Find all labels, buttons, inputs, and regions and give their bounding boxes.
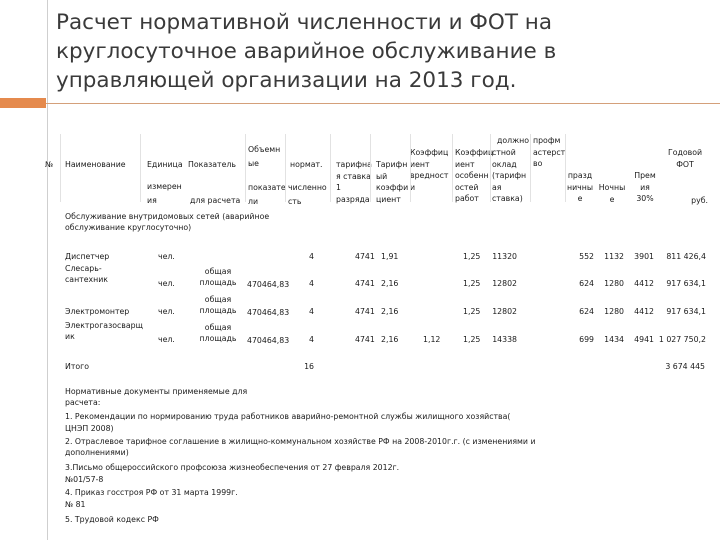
header-tariff: тарифна — [336, 160, 372, 169]
header-tariff: 1 — [336, 183, 341, 192]
footnote-line: расчета: — [65, 398, 101, 407]
row-norm: 4 — [309, 307, 314, 316]
header-norm: сть — [288, 197, 302, 206]
row-night: 1280 — [604, 279, 624, 288]
header-prof: астерст — [533, 147, 566, 157]
column-separator — [245, 134, 246, 202]
row-unit: чел. — [158, 279, 175, 288]
header-harm-coef: иент — [410, 159, 430, 169]
row-norm: 4 — [309, 279, 314, 288]
header-unit: ия — [147, 196, 157, 205]
row-indicator: общая — [204, 267, 232, 276]
header-norm: нормат. — [290, 160, 323, 169]
row-unit: чел. — [158, 252, 175, 261]
column-separator — [490, 134, 491, 202]
row-salary: 11320 — [492, 252, 517, 261]
row-harm-coef: 1,12 — [423, 335, 441, 344]
row-tariff-coef: 2,16 — [381, 279, 399, 288]
column-separator — [530, 134, 531, 202]
row-tariff: 4741 — [355, 307, 375, 316]
header-salary: должно — [497, 136, 530, 145]
header-tariff: разряда — [336, 194, 370, 204]
row-bonus: 3901 — [634, 252, 654, 261]
section-label: обслуживание круглосуточно) — [65, 223, 192, 232]
title-line: круглосуточное аварийное обслуживание в — [56, 39, 557, 64]
header-bonus: Прем — [634, 171, 656, 180]
header-fot: ФОТ — [676, 159, 694, 169]
header-unit: Единица — [147, 160, 183, 169]
footnote-line: 4. Приказ госстроя РФ от 31 марта 1999г. — [65, 488, 238, 497]
footnote-line: 2. Отраслевое тарифное соглашение в жилищно-коммунальном хозяйстве РФ на 2008-2010г.г. (с изменениями и — [65, 437, 536, 446]
header-special-coef: иент — [455, 159, 475, 169]
header-volume: показате — [248, 183, 286, 192]
column-separator — [285, 134, 286, 202]
header-indicator: Показатель — [188, 160, 236, 169]
header-bonus: ия — [640, 182, 650, 192]
footnote-line: 5. Трудовой кодекс РФ — [65, 515, 159, 524]
header-tariff-coef: ый — [376, 171, 388, 181]
row-bonus: 4941 — [634, 335, 654, 344]
header-fot: Годовой — [667, 148, 703, 157]
row-special-coef: 1,25 — [463, 307, 481, 316]
header-tariff: я ставка — [336, 171, 371, 181]
row-indicator: площадь — [199, 334, 237, 343]
header-salary: ставка) — [492, 194, 523, 203]
header-salary: (тарифн — [492, 171, 527, 180]
row-tariff-coef: 2,16 — [381, 335, 399, 344]
header-tariff-coef: Тарифн — [376, 160, 408, 169]
total-fot: 3 674 445 — [665, 362, 705, 371]
row-volume: 470464,83 — [247, 336, 290, 345]
row-holiday: 552 — [579, 252, 594, 261]
row-indicator: общая — [204, 295, 232, 304]
row-salary: 12802 — [492, 307, 517, 316]
row-name: сантехник — [65, 275, 108, 284]
row-indicator: площадь — [199, 278, 237, 287]
header-special-coef: особенн — [455, 171, 489, 180]
header-prof: во — [533, 159, 543, 168]
footnote-line: 1. Рекомендации по нормированию труда работников аварийно-ремонтной службы жилищного хозяйства( — [65, 412, 511, 421]
header-harm-coef: Коэффиц — [410, 148, 449, 157]
header-unit: измерен — [147, 182, 182, 191]
accent-line — [46, 103, 720, 104]
header-salary: стной — [492, 148, 516, 157]
header-holiday: ничны — [566, 182, 594, 192]
title-line: управляющей организации на 2013 год. — [56, 68, 517, 93]
row-name: Диспетчер — [65, 252, 110, 261]
header-special-coef: работ — [455, 194, 479, 203]
header-harm-coef: вредност — [410, 171, 449, 180]
header-bonus: 30% — [636, 194, 654, 203]
column-separator — [452, 134, 453, 202]
column-separator — [565, 134, 566, 202]
row-special-coef: 1,25 — [463, 279, 481, 288]
title-line: Расчет нормативной численности и ФОТ на — [56, 10, 553, 35]
footnote-line: ЦНЭП 2008) — [65, 424, 114, 433]
header-holiday: е — [577, 194, 583, 203]
row-name: Электромонтер — [65, 307, 130, 316]
header-norm: численно — [288, 183, 327, 192]
slide-title — [56, 8, 676, 95]
row-tariff: 4741 — [355, 279, 375, 288]
header-night: Ночны — [598, 183, 626, 192]
header-prof: профм — [533, 136, 561, 145]
header-special-coef: Коэффиц — [455, 148, 494, 157]
row-bonus: 4412 — [634, 307, 654, 316]
spreadsheet-table — [40, 128, 712, 538]
row-salary: 14338 — [492, 335, 517, 344]
header-harm-coef: и — [410, 182, 416, 192]
row-name: Слесарь- — [65, 264, 102, 273]
header-tariff-coef: коэффи — [376, 183, 409, 192]
header-holiday: празд — [567, 171, 593, 180]
header-special-coef: остей — [455, 182, 479, 192]
header-volume: ые — [248, 159, 259, 168]
row-fot: 917 634,1 — [666, 279, 706, 288]
row-unit: чел. — [158, 307, 175, 316]
row-volume: 470464,83 — [247, 280, 290, 289]
footnote-line: дополнениями) — [65, 448, 129, 457]
row-tariff: 4741 — [355, 335, 375, 344]
row-holiday: 699 — [579, 335, 594, 344]
row-night: 1434 — [604, 335, 624, 344]
row-salary: 12802 — [492, 279, 517, 288]
row-tariff-coef: 1,91 — [381, 252, 399, 261]
row-fot: 811 426,4 — [666, 252, 706, 261]
header-volume: ли — [248, 197, 259, 206]
total-label: Итого — [65, 362, 90, 371]
row-special-coef: 1,25 — [463, 252, 481, 261]
footnote-line: Нормативные документы применяемые для — [65, 387, 248, 396]
row-night: 1132 — [604, 252, 624, 261]
row-bonus: 4412 — [634, 279, 654, 288]
row-name: Электрогазосварщ — [65, 321, 143, 330]
header-fot-unit: руб. — [691, 196, 708, 205]
footnote-line: № 81 — [65, 500, 86, 509]
footnote-line: №01/57-8 — [65, 475, 104, 484]
row-holiday: 624 — [579, 307, 594, 316]
footnote-line: 3.Письмо общероссийского профсоюза жизнеобеспечения от 27 февраля 2012г. — [65, 463, 400, 472]
column-separator — [330, 134, 331, 202]
header-salary: ая — [492, 182, 502, 192]
header-indicator: для расчета — [190, 196, 241, 205]
row-volume: 470464,83 — [247, 308, 290, 317]
header-num: № — [45, 160, 54, 169]
row-special-coef: 1,25 — [463, 335, 481, 344]
accent-bar — [0, 98, 46, 108]
row-unit: чел. — [158, 335, 175, 344]
section-label: Обслуживание внутридомовых сетей (аварийное — [65, 212, 270, 221]
column-separator — [370, 134, 371, 202]
total-norm: 16 — [304, 362, 314, 371]
row-tariff: 4741 — [355, 252, 375, 261]
header-tariff-coef: циент — [376, 194, 401, 204]
row-tariff-coef: 2,16 — [381, 307, 399, 316]
row-norm: 4 — [309, 335, 314, 344]
row-indicator: площадь — [199, 306, 237, 315]
row-norm: 4 — [309, 252, 314, 261]
row-indicator: общая — [204, 323, 232, 332]
column-separator — [60, 134, 61, 202]
row-night: 1280 — [604, 307, 624, 316]
header-salary: оклад — [492, 159, 517, 169]
column-separator — [410, 134, 411, 202]
row-fot: 917 634,1 — [666, 307, 706, 316]
header-name: Наименование — [65, 160, 126, 169]
row-fot: 1 027 750,2 — [658, 335, 706, 344]
row-holiday: 624 — [579, 279, 594, 288]
row-name: ик — [65, 332, 75, 341]
column-separator — [140, 134, 141, 202]
header-volume: Объемн — [248, 145, 281, 154]
header-night: е — [609, 194, 615, 204]
